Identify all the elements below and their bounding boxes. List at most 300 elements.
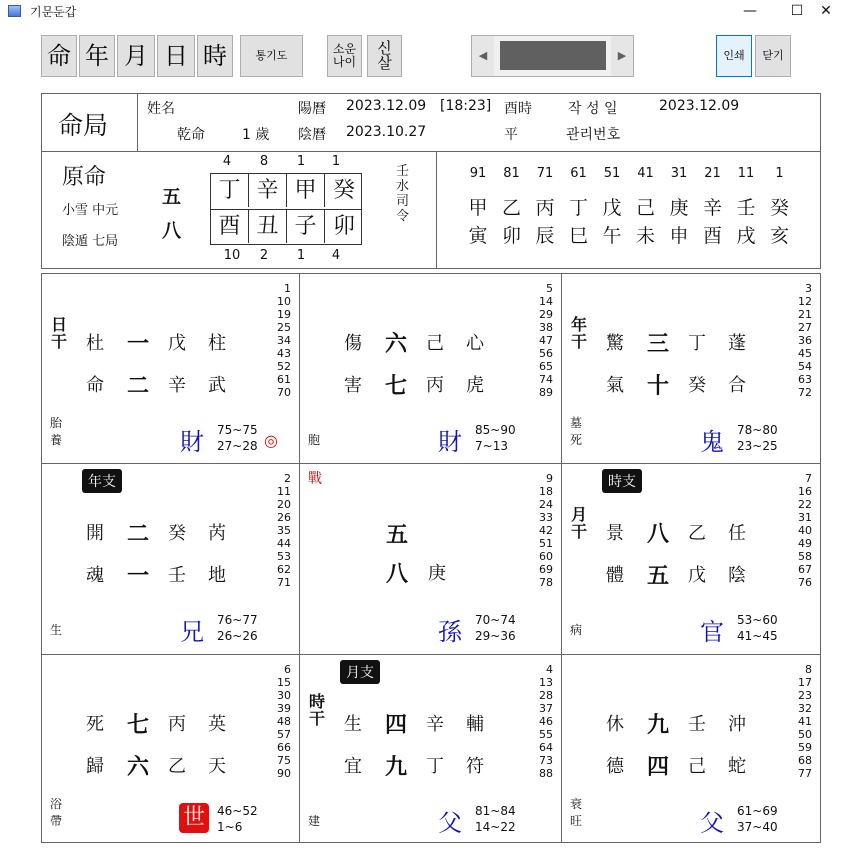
month-button[interactable]: 月 (117, 35, 155, 77)
palace-char: 天 (208, 756, 226, 777)
palace-number: 30 (277, 689, 291, 702)
month-stem: 辛 (249, 174, 287, 207)
palace-number: 54 (798, 360, 812, 373)
day-button[interactable]: 日 (157, 35, 195, 77)
palace-cell[interactable] (300, 274, 562, 464)
wonmyung-left-bottom: 八 (162, 220, 182, 242)
palace-number: 59 (798, 741, 812, 754)
palace-number: 14 (539, 295, 553, 308)
daewoon-stem: 甲 (468, 197, 488, 219)
page-title: 命局 (58, 111, 109, 140)
palace-number: 38 (539, 321, 553, 334)
lunar-date: 2023.10.27 (346, 124, 427, 140)
palace-number: 45 (798, 347, 812, 360)
six-relation: 鬼 (700, 428, 724, 456)
stem-marker: 月干 (570, 505, 587, 541)
pillars-box (210, 173, 362, 245)
palace-number: 2 (284, 472, 291, 485)
life-stage-char: 帶 (50, 814, 63, 828)
palace-char: 十 (647, 373, 670, 399)
daewoon-branch: 巳 (568, 225, 588, 247)
palace-char: 戊 (688, 565, 706, 586)
daewoon-stem: 己 (635, 197, 655, 219)
six-relation: 財 (180, 428, 204, 456)
age-range (475, 422, 516, 454)
daewoon-branch: 酉 (702, 225, 722, 247)
age-range-2: 37~40 (737, 820, 778, 834)
age-range-2: 29~36 (475, 629, 516, 643)
six-relation: 父 (700, 809, 724, 837)
palace-char: 癸 (168, 523, 186, 544)
palace-number: 33 (539, 511, 553, 524)
palace-char: 三 (647, 331, 670, 357)
year-branch: 酉 (211, 210, 249, 243)
myung-button[interactable]: 命 (41, 35, 77, 77)
year-stem: 丁 (211, 174, 249, 207)
sowoon-button[interactable] (327, 35, 362, 77)
palace-char: 景 (606, 523, 624, 544)
minimize-button[interactable]: — (743, 3, 757, 19)
palace-char: 德 (606, 756, 624, 777)
year-scrollbar[interactable] (471, 35, 634, 77)
daewoon-age: 51 (603, 166, 621, 181)
daewoon-stem: 丙 (535, 197, 555, 219)
age-range (737, 612, 778, 644)
lunar-label: 陰曆 (298, 127, 326, 143)
palace-char: 氣 (606, 375, 624, 396)
age-range-2: 27~28 (217, 439, 258, 453)
hour-branch: 卯 (332, 214, 355, 239)
palace-number: 42 (539, 524, 553, 537)
palace-grid (41, 273, 821, 843)
palace-char: 輔 (466, 714, 484, 735)
daewoon-age: 71 (536, 166, 554, 181)
write-date: 2023.12.09 (659, 98, 740, 114)
six-relation: 兄 (180, 618, 204, 646)
palace-char: 柱 (208, 333, 226, 354)
palace-number: 55 (539, 728, 553, 741)
scroll-left-arrow-icon[interactable]: ◀ (472, 36, 494, 76)
daewoon-stem: 乙 (501, 197, 521, 219)
palace-number: 43 (277, 347, 291, 360)
branch-badge: 時支 (602, 469, 642, 493)
palace-number: 15 (277, 676, 291, 689)
birth-hour: 酉時 (504, 101, 532, 117)
palace-char: 地 (208, 565, 226, 586)
life-stage-char: 病 (570, 623, 583, 637)
solar-label: 陽曆 (298, 101, 326, 117)
age-range-2: 41~45 (737, 629, 778, 643)
palace-char: 壬 (168, 565, 186, 586)
palace-char: 杜 (86, 333, 104, 354)
pillar-bottom-num: 10 (223, 248, 241, 263)
palace-number: 56 (539, 347, 553, 360)
palace-numbers (539, 472, 553, 589)
palace-char: 九 (385, 754, 408, 780)
palace-numbers (277, 472, 291, 589)
pillar-top-num: 1 (331, 154, 341, 169)
scroll-right-arrow-icon[interactable]: ▶ (611, 36, 633, 76)
palace-cell[interactable] (562, 274, 820, 464)
palace-char: 芮 (208, 523, 226, 544)
palace-cell[interactable] (300, 464, 562, 655)
palace-char: 開 (86, 523, 104, 544)
palace-char: 生 (344, 714, 362, 735)
daewoon-stem: 癸 (769, 197, 789, 219)
palace-char: 二 (127, 373, 150, 399)
sei-marker: 世 (179, 803, 209, 833)
sinsal-button[interactable] (367, 35, 402, 77)
palace-char: 蛇 (728, 756, 746, 777)
palace-char: 七 (127, 712, 150, 738)
palace-number: 41 (798, 715, 812, 728)
sowoon-label-bottom: 나이 (332, 55, 357, 69)
palace-number: 71 (277, 576, 291, 589)
palace-char: 五 (386, 522, 409, 548)
age-range-2: 14~22 (475, 820, 516, 834)
age-range-1: 76~77 (217, 613, 258, 627)
life-stage (50, 415, 62, 449)
palace-char: 壬 (688, 714, 706, 735)
app-icon (8, 5, 21, 17)
palace-number: 17 (798, 676, 812, 689)
daewoon-stem: 丁 (568, 197, 588, 219)
stem-marker: 日干 (50, 315, 67, 351)
palace-number: 27 (798, 321, 812, 334)
palace-char: 命 (86, 375, 104, 396)
life-stage (570, 622, 582, 639)
palace-number: 37 (539, 702, 553, 715)
palace-char: 歸 (86, 756, 104, 777)
age-range (217, 803, 258, 835)
daewoon-table (466, 164, 806, 260)
palace-number: 73 (539, 754, 553, 767)
stem-marker: 年干 (570, 315, 587, 351)
palace-char: 己 (688, 756, 706, 777)
palace-char: 體 (606, 565, 624, 586)
life-stage (50, 796, 62, 830)
palace-number: 90 (277, 767, 291, 780)
wonmyung-left-top: 五 (162, 186, 182, 208)
siryung-text: 壬水司令 (396, 164, 410, 224)
target-mark-icon: ◎ (264, 431, 278, 450)
daewoon-age: 31 (670, 166, 688, 181)
year-button[interactable]: 年 (79, 35, 115, 77)
daewoon-branch: 卯 (501, 225, 521, 247)
age-range-1: 85~90 (475, 423, 516, 437)
palace-char: 八 (386, 561, 409, 587)
palace-char: 心 (466, 333, 484, 354)
hour-stem: 癸 (332, 178, 355, 203)
palace-number: 78 (539, 576, 553, 589)
palace-number: 31 (798, 511, 812, 524)
daewoon-stem: 庚 (669, 197, 689, 219)
age-range-1: 53~60 (737, 613, 778, 627)
palace-char: 一 (127, 331, 150, 357)
palace-number: 19 (277, 308, 291, 321)
palace-char: 蓬 (728, 333, 746, 354)
palace-char: 辛 (168, 375, 186, 396)
close-window-button[interactable]: ✕ (820, 3, 832, 19)
palace-number: 44 (277, 537, 291, 550)
life-stage (50, 622, 62, 639)
pillar-top-num: 8 (259, 154, 269, 169)
palace-char: 陰 (728, 565, 746, 586)
palace-char: 英 (208, 714, 226, 735)
daewoon-age: 21 (704, 166, 721, 181)
palace-number: 16 (798, 485, 812, 498)
palace-char: 八 (647, 521, 670, 547)
daewoon-branch: 未 (635, 225, 655, 247)
palace-number: 64 (539, 741, 553, 754)
scroll-thumb[interactable] (499, 40, 607, 71)
palace-number: 18 (539, 485, 553, 498)
palace-char: 傷 (344, 333, 362, 354)
palace-number: 51 (539, 537, 553, 550)
life-stage (570, 796, 582, 830)
daewoon-age: 91 (469, 166, 487, 181)
palace-number: 74 (539, 373, 553, 386)
palace-char: 七 (385, 373, 408, 399)
palace-number: 39 (277, 702, 291, 715)
print-button[interactable]: 인쇄 (716, 35, 752, 77)
palace-numbers (539, 282, 553, 399)
pillar-bottom-num: 4 (331, 248, 341, 263)
palace-char: 休 (606, 714, 624, 735)
pillar-bottom-num: 1 (296, 248, 306, 263)
stem-marker: 時干 (308, 692, 325, 728)
jeolgi: 小雪 中元 (62, 203, 119, 218)
palace-cell[interactable] (42, 655, 300, 842)
age-range (475, 803, 516, 835)
life-stage-char: 建 (308, 814, 321, 828)
life-stage-char: 胞 (308, 433, 321, 447)
daewoon-age: 11 (737, 166, 755, 181)
age-range-2: 1~6 (217, 820, 243, 834)
gender-label: 乾命 (177, 127, 205, 143)
palace-char: 六 (385, 331, 408, 357)
palace-number: 66 (277, 741, 291, 754)
palace-char: 戊 (168, 333, 186, 354)
tonggi-button[interactable]: 통기도 (240, 35, 303, 77)
palace-numbers (277, 282, 291, 399)
palace-char: 五 (647, 563, 670, 589)
palace-char: 乙 (688, 523, 706, 544)
original-chart (41, 152, 821, 269)
palace-number: 40 (798, 524, 812, 537)
palace-char: 己 (426, 333, 444, 354)
palace-char: 乙 (168, 756, 186, 777)
daewoon-branch: 亥 (769, 225, 789, 247)
palace-cell[interactable] (562, 464, 820, 655)
palace-number: 76 (798, 576, 812, 589)
palace-char: 任 (728, 523, 746, 544)
age-range-1: 61~69 (737, 804, 778, 818)
branch-badge: 年支 (82, 469, 122, 493)
day-branch: 子 (287, 210, 325, 243)
palace-char: 驚 (606, 333, 624, 354)
palace-number: 24 (539, 498, 553, 511)
life-stage (570, 415, 582, 449)
branch-badge: 月支 (340, 660, 380, 684)
life-stage (308, 432, 320, 449)
six-relation: 官 (700, 618, 724, 646)
palace-cell[interactable] (42, 464, 300, 655)
six-relation: 父 (438, 809, 462, 837)
age-range-2: 7~13 (475, 439, 508, 453)
sowoon-label-top: 소운 (332, 42, 357, 56)
palace-number: 58 (798, 550, 812, 563)
palace-number: 21 (798, 308, 812, 321)
palace-char: 丁 (426, 756, 444, 777)
age-range-2: 23~25 (737, 439, 778, 453)
palace-cell[interactable] (42, 274, 300, 464)
palace-number: 52 (277, 360, 291, 373)
pillar-top-num: 4 (222, 154, 232, 169)
palace-numbers (798, 282, 812, 399)
pillar-bottom-num: 2 (259, 248, 269, 263)
palace-number: 53 (277, 550, 291, 563)
life-stage-char: 生 (50, 623, 63, 637)
palace-char: 害 (344, 375, 362, 396)
palace-number: 1 (284, 282, 291, 295)
daewoon-branch: 午 (602, 225, 622, 247)
palace-char: 四 (647, 754, 670, 780)
life-stage-char: 胎 (50, 416, 63, 430)
palace-number: 46 (539, 715, 553, 728)
palace-number: 3 (805, 282, 812, 295)
daewoon-stem: 戊 (602, 197, 622, 219)
age-range-1: 70~74 (475, 613, 516, 627)
write-date-label: 작 성 일 (568, 101, 618, 117)
palace-numbers (539, 663, 553, 780)
palace-number: 8 (805, 663, 812, 676)
title-bar (0, 0, 846, 22)
daewoon-age: 1 (775, 166, 784, 181)
palace-char: 九 (647, 712, 670, 738)
daewoon-age: 81 (503, 166, 520, 181)
life-stage-char: 養 (50, 433, 63, 447)
palace-number: 12 (798, 295, 812, 308)
close-button[interactable]: 닫기 (755, 35, 791, 77)
palace-number: 88 (539, 767, 553, 780)
palace-number: 70 (277, 386, 291, 399)
palace-char: 宜 (344, 756, 362, 777)
palace-cell[interactable] (562, 655, 820, 842)
birth-time: [18:23] (440, 98, 492, 114)
palace-number: 89 (539, 386, 553, 399)
palace-number: 7 (805, 472, 812, 485)
palace-number: 22 (798, 498, 812, 511)
palace-number: 48 (277, 715, 291, 728)
palace-char: 庚 (428, 563, 446, 584)
palace-number: 9 (546, 472, 553, 485)
six-relation: 財 (438, 428, 462, 456)
palace-char: 丙 (426, 375, 444, 396)
age-range (217, 612, 258, 644)
daewoon-age: 61 (570, 166, 587, 181)
palace-number: 65 (539, 360, 553, 373)
palace-number: 20 (277, 498, 291, 511)
leap-month: 平 (504, 127, 518, 143)
palace-number: 5 (546, 282, 553, 295)
age-range (475, 612, 516, 644)
palace-number: 67 (798, 563, 812, 576)
day-stem: 甲 (287, 174, 325, 207)
palace-char: 癸 (688, 375, 706, 396)
palace-char: 死 (86, 714, 104, 735)
palace-number: 32 (798, 702, 812, 715)
palace-number: 34 (277, 334, 291, 347)
palace-char: 四 (385, 712, 408, 738)
sinsal-label-top: 신 (377, 39, 392, 57)
month-branch: 丑 (249, 210, 287, 243)
palace-number: 75 (277, 754, 291, 767)
palace-char: 符 (466, 756, 484, 777)
palace-number: 11 (277, 485, 291, 498)
palace-cell[interactable] (300, 655, 562, 842)
info-header (41, 93, 821, 152)
palace-char: 沖 (728, 714, 746, 735)
palace-char: 丁 (688, 333, 706, 354)
daewoon-branch: 申 (669, 225, 689, 247)
palace-number: 26 (277, 511, 291, 524)
life-stage-char: 浴 (50, 797, 63, 811)
life-stage-char: 旺 (570, 814, 583, 828)
palace-char: 六 (127, 754, 150, 780)
six-relation: 孫 (438, 618, 462, 646)
life-stage-char: 墓 (570, 416, 583, 430)
daewoon-stem: 壬 (736, 197, 756, 219)
daewoon-branch: 辰 (535, 225, 555, 247)
palace-numbers (277, 663, 291, 780)
age-range-1: 81~84 (475, 804, 516, 818)
age-range-2: 26~26 (217, 629, 258, 643)
name-label: 姓名 (147, 101, 175, 117)
palace-number: 23 (798, 689, 812, 702)
daewoon-age: 41 (637, 166, 654, 181)
palace-number: 35 (277, 524, 291, 537)
hour-button[interactable]: 時 (197, 35, 233, 77)
palace-number: 10 (277, 295, 291, 308)
palace-char: 一 (127, 563, 150, 589)
palace-number: 28 (539, 689, 553, 702)
age-range-1: 75~75 (217, 423, 258, 437)
age-range-1: 46~52 (217, 804, 258, 818)
palace-number: 47 (539, 334, 553, 347)
palace-char: 辛 (426, 714, 444, 735)
palace-number: 25 (277, 321, 291, 334)
palace-number: 36 (798, 334, 812, 347)
palace-char: 武 (208, 375, 226, 396)
daewoon-branch: 寅 (468, 225, 488, 247)
palace-number: 61 (277, 373, 291, 386)
age-range-1: 78~80 (737, 423, 778, 437)
maximize-button[interactable]: ☐ (790, 3, 804, 19)
palace-numbers (798, 472, 812, 589)
daewoon-stem: 辛 (702, 197, 722, 219)
palace-number: 68 (798, 754, 812, 767)
palace-number: 57 (277, 728, 291, 741)
palace-number: 50 (798, 728, 812, 741)
palace-number: 72 (798, 386, 812, 399)
palace-number: 62 (277, 563, 291, 576)
age-range (737, 803, 778, 835)
age-range (737, 422, 778, 454)
sinsal-label-bottom: 살 (377, 54, 392, 72)
battle-tag: 戰 (308, 471, 322, 487)
palace-number: 60 (539, 550, 553, 563)
